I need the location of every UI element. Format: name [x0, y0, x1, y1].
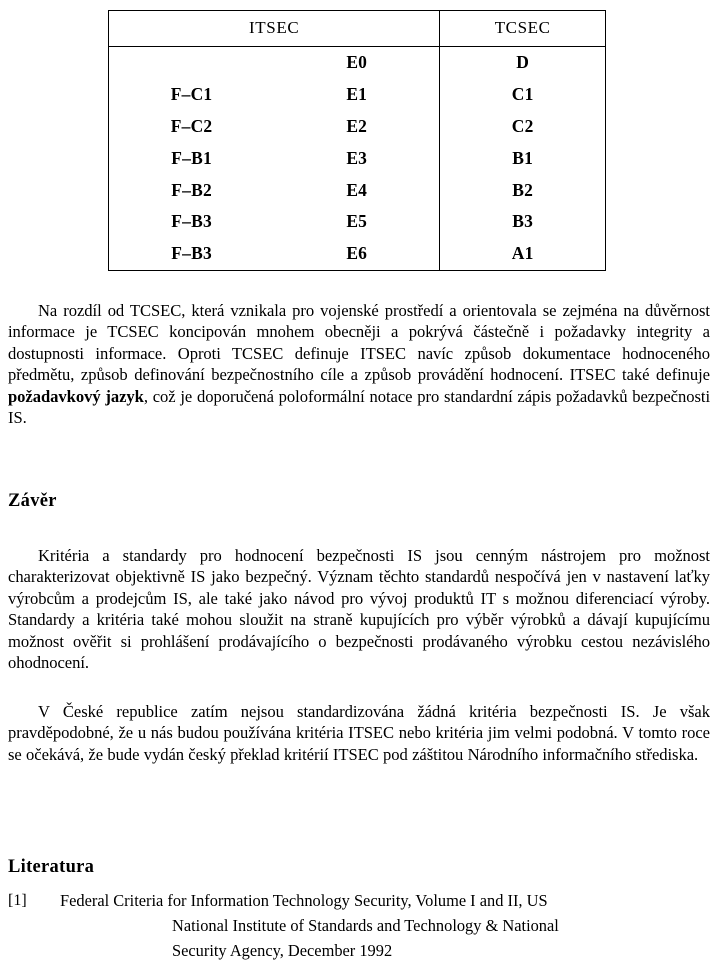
- cell-itsec-evaluation: E4: [274, 175, 440, 207]
- reference-line: Federal Criteria for Information Technology Security, Volume I and II, US: [60, 891, 548, 910]
- reference-line: National Institute of Standards and Technology & National: [172, 916, 559, 935]
- table-row: [109, 175, 606, 207]
- cell-itsec-functionality: F–C1: [170, 83, 213, 104]
- paragraph-text-after-bold: , což je doporučená poloformální notace pro standardní zápis požadavků bezpečnosti IS.: [8, 386, 711, 428]
- reference-entry: [8, 888, 710, 961]
- emphasized-term-requirement-language: požadavkový jazyk: [8, 386, 144, 406]
- itsec-tcsec-table-container: [108, 10, 606, 271]
- table-row: [109, 238, 606, 270]
- paragraph-text-before-bold: Na rozdíl od TCSEC, která vznikala pro vojenské prostředí a orientovala se zejména na důvěrnost informace je TCSEC koncipován mnohem obecněji a pokrývá částečně i požadavky integrity a dostupnosti informace. Oproti TCSEC definuje ITSEC navíc způsob dokumentace hodnoceného předmětu, způsob definování bezpečnostního cíle a způsob provádění hodnocení. ITSEC také definuje: [8, 300, 710, 385]
- table-row: [109, 47, 606, 79]
- cell-itsec-evaluation: E0: [274, 47, 440, 79]
- cell-itsec-evaluation: E3: [274, 143, 440, 175]
- table-row: [109, 111, 606, 143]
- cell-itsec-evaluation: E5: [274, 206, 440, 238]
- cell-itsec-functionality: F–B3: [171, 211, 212, 232]
- cell-itsec-functionality: F–B1: [171, 147, 212, 168]
- table-header-row: [109, 11, 606, 47]
- paragraph-text: V České republice zatím nejsou standardizována žádná kritéria bezpečnosti IS. Je však pravděpodobné, že u nás budou používána kritéria ITSEC nebo kritéria jim velmi podobná. V tomto roce se očekává, že bude vydán český překlad kritérií ITSEC pod záštitou Národního informačního střediska.: [8, 701, 710, 764]
- cell-itsec-evaluation: E6: [274, 238, 440, 270]
- cell-itsec-evaluation: E2: [274, 111, 440, 143]
- cell-itsec-functionality: [109, 47, 275, 79]
- column-header-tcsec: TCSEC: [440, 11, 606, 47]
- itsec-tcsec-comparison-table: [108, 10, 606, 271]
- cell-itsec-evaluation: E1: [274, 79, 440, 111]
- table-row: [109, 79, 606, 111]
- cell-tcsec-class: C2: [511, 115, 534, 136]
- cell-itsec-functionality: F–C2: [170, 115, 213, 136]
- table-row: [109, 206, 606, 238]
- cell-tcsec-class: B2: [512, 179, 534, 200]
- cell-tcsec-class: D: [516, 52, 530, 72]
- reference-line: Security Agency, December 1992: [172, 941, 393, 960]
- cell-itsec-functionality: F–B3: [171, 243, 212, 264]
- paragraph-itsec-comparison: [8, 300, 710, 429]
- reference-list: [8, 888, 710, 961]
- reference-number: [1]: [8, 892, 27, 909]
- paragraph-conclusion-second: [8, 701, 710, 766]
- cell-tcsec-class: B3: [512, 211, 534, 232]
- table-body: [109, 47, 606, 271]
- reference-text: [60, 888, 710, 961]
- section-heading-literatura: Literatura: [8, 857, 95, 878]
- paragraph-text: Kritéria a standardy pro hodnocení bezpečnosti IS jsou cenným nástrojem pro možnost charakterizovat objektivně IS jako bezpečný. Význam těchto standardů nespočívá jen v nastavení laťky výrobcům a prodejcům IS, ale také jako návod pro vývoj produktů IT s možnou diferenciací výroby. Standardy a kritéria také mohou sloužit na straně kupujících pro výběr výrobků a dávají kupujícímu možnost ověřit si prohlášení prodávajícího o bezpečnosti prodávaného výrobku cestou nezávislého ohodnocení.: [8, 545, 710, 673]
- cell-tcsec-class: C1: [511, 83, 534, 104]
- section-heading-zaver: Závěr: [8, 491, 57, 512]
- column-header-itsec: ITSEC: [109, 11, 440, 47]
- table-row: [109, 143, 606, 175]
- cell-tcsec-class: B1: [512, 147, 534, 168]
- cell-itsec-functionality: F–B2: [171, 179, 212, 200]
- paragraph-conclusion-first: [8, 545, 710, 674]
- cell-tcsec-class: A1: [511, 243, 534, 264]
